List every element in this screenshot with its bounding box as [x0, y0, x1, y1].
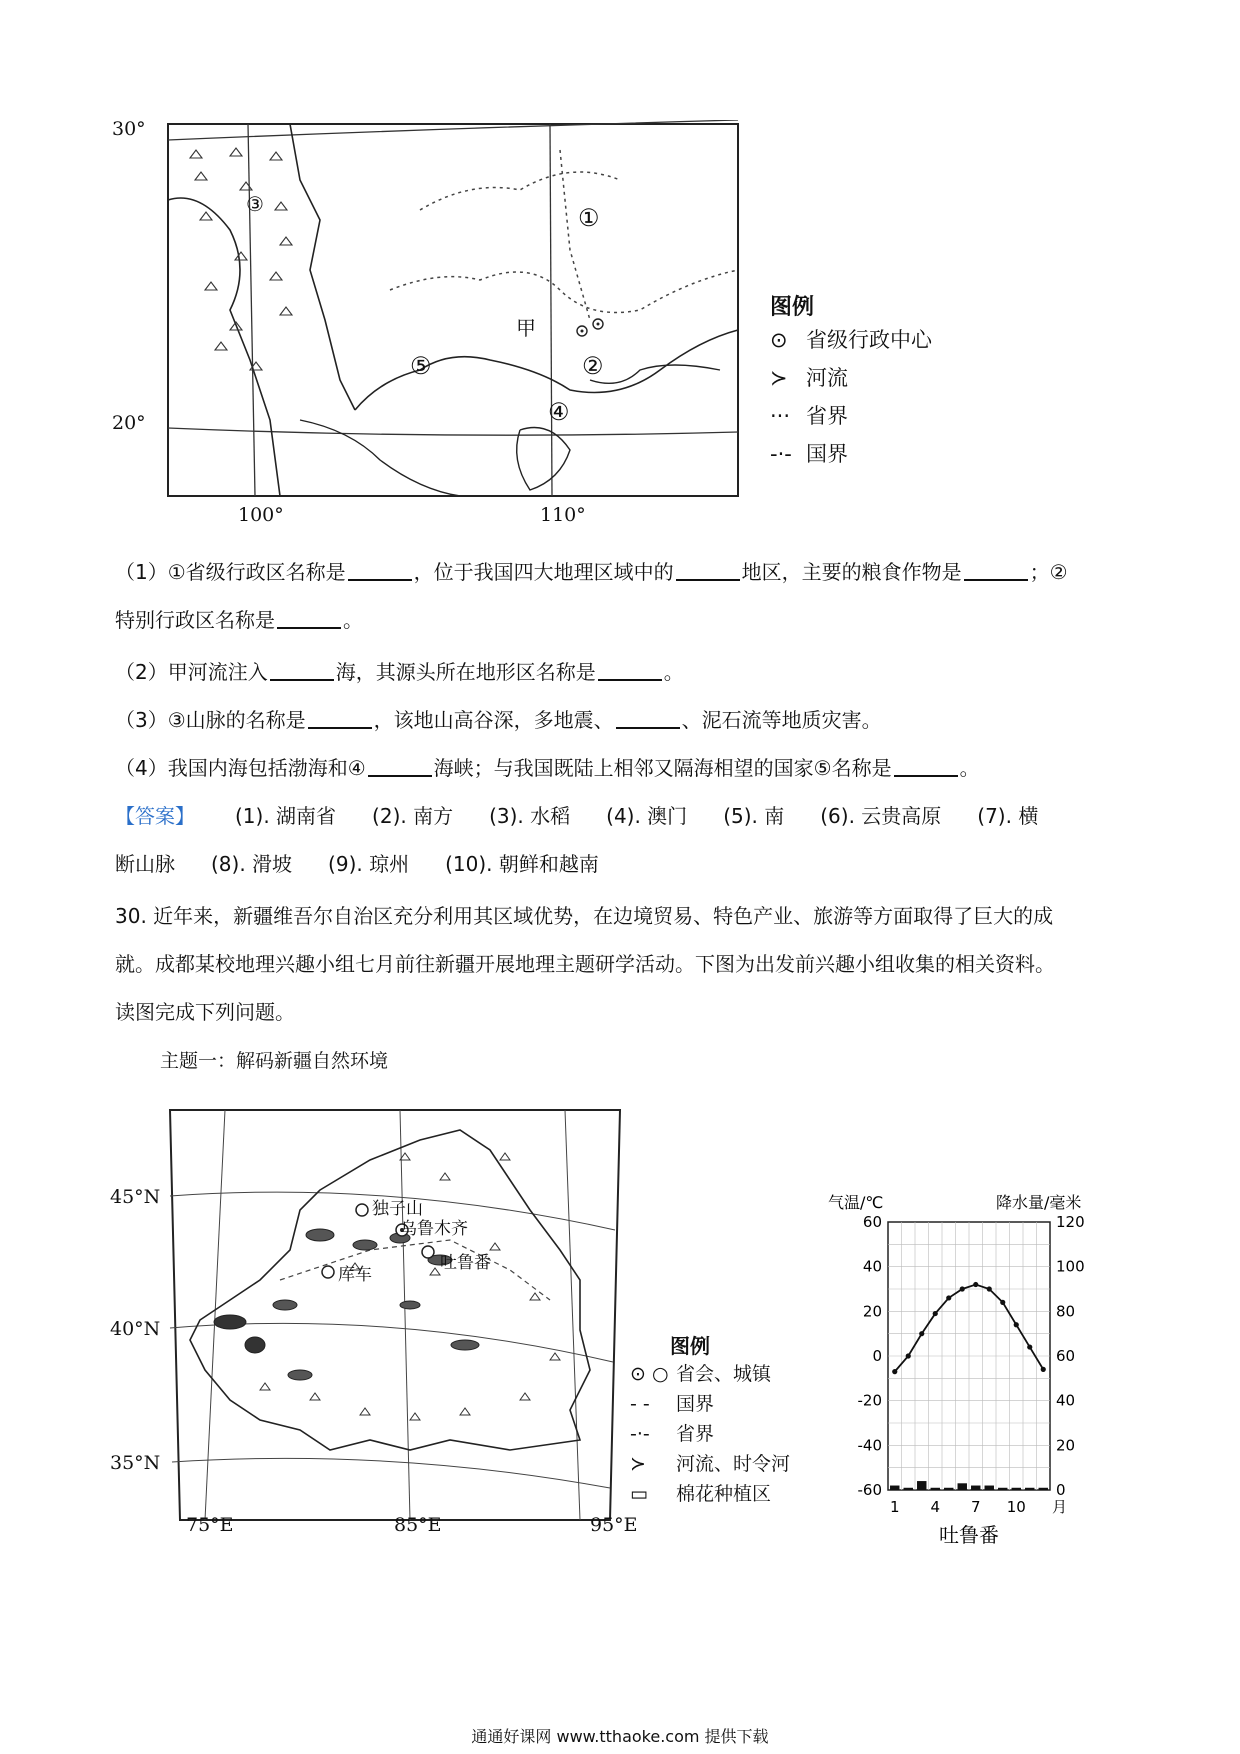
marker-jia: 甲	[516, 316, 536, 340]
question-4: （4）我国内海包括渤海和④ 海峡；与我国既陆上相邻又隔海相望的国家⑤名称是 。	[115, 756, 980, 780]
y-right-tick-label: 20	[1056, 1436, 1076, 1455]
y-right-tick-label: 60	[1056, 1347, 1076, 1365]
precipitation-bar	[944, 1488, 953, 1490]
answer-blank	[368, 757, 432, 777]
page-footer: 通通好课网 www.tthaoke.com 提供下载	[471, 1727, 769, 1746]
place-kuqa: 库车	[338, 1265, 372, 1285]
town-symbol	[422, 1246, 434, 1258]
answer-blank	[348, 561, 412, 581]
theme-heading: 主题一：解码新疆自然环境	[160, 1050, 389, 1072]
map1-figure	[112, 118, 740, 540]
lon-label-95e: 95°E	[590, 1514, 638, 1536]
temperature-point	[906, 1353, 911, 1358]
precipitation-bar	[1025, 1488, 1034, 1490]
y-right-tick-label: 80	[1056, 1302, 1076, 1321]
temperature-point	[919, 1331, 924, 1336]
y-left-tick-label: -40	[857, 1436, 882, 1455]
y-right-tick-label: 40	[1056, 1391, 1076, 1410]
x-tick-label: 7	[970, 1498, 981, 1516]
question-3: （3）③山脉的名称是 ，该地山高谷深，多地震、 、泥石流等地质灾害。	[115, 708, 882, 732]
lon-label-110: 110°	[540, 504, 586, 526]
y-right-title: 降水量/毫米	[996, 1193, 1082, 1212]
legend-row: ⊙ 省级行政中心	[770, 321, 990, 359]
answer-blank	[270, 661, 334, 681]
answer-blank	[676, 561, 740, 581]
x-tick-label: 4	[930, 1498, 941, 1516]
temperature-point	[933, 1311, 938, 1316]
temperature-point	[1000, 1300, 1005, 1305]
legend-row: ··· 省界	[770, 397, 990, 435]
answer-blank	[598, 661, 662, 681]
question-2: （2）甲河流注入 海，其源头所在地形区名称是 。	[115, 660, 684, 684]
question-30: 30. 近年来，新疆维吾尔自治区充分利用其区域优势，在边境贸易、特色产业、旅游等方面取得了巨大的成 就。成都某校地理兴趣小组七月前往新疆开展地理主题研学活动。下图为出发前兴趣小组收集的相关资料。 读图完成下列问题。	[115, 904, 1055, 1024]
legend-title: 图例	[670, 1334, 710, 1358]
x-tick-label: 10	[1006, 1498, 1026, 1516]
map2-figure	[110, 1100, 638, 1540]
lat-label-45n: 45°N	[110, 1186, 161, 1208]
temperature-point	[892, 1369, 897, 1374]
map1-svg	[120, 120, 740, 540]
lon-label-85e: 85°E	[394, 1514, 442, 1536]
province-border-icon: -·-	[630, 1423, 650, 1445]
answer-tag: 【答案】	[115, 804, 195, 828]
marker-3: ③	[246, 192, 264, 216]
place-turpan: 吐鲁番	[440, 1253, 491, 1273]
precipitation-bar	[931, 1488, 940, 1490]
answer-blank	[894, 757, 958, 777]
capital-town-icon: ⊙ ○	[630, 1363, 669, 1385]
cotton-area-icon: ▭	[630, 1483, 648, 1505]
y-left-tick-label: 60	[862, 1213, 882, 1231]
precipitation-bar	[985, 1486, 994, 1490]
y-left-tick-label: 20	[862, 1302, 882, 1321]
y-left-tick-label: 40	[862, 1257, 882, 1276]
temperature-point	[960, 1286, 965, 1291]
temperature-point	[1027, 1344, 1032, 1349]
capital-icon: ⊙	[770, 328, 788, 352]
lon-label-75e: 75°E	[186, 1514, 234, 1536]
place-urumqi: 乌鲁木齐	[400, 1219, 468, 1239]
legend-row: -·- 国界	[770, 435, 990, 473]
temperature-point	[987, 1286, 992, 1291]
climate-chart-svg	[800, 1180, 1130, 1560]
precipitation-bar	[904, 1488, 913, 1490]
town-symbol	[356, 1204, 368, 1216]
legend-row: ≻ 河流、时令河	[630, 1449, 830, 1479]
legend-title: 图例	[770, 295, 815, 320]
temperature-point	[1041, 1367, 1046, 1372]
lat-label-35n: 35°N	[110, 1452, 161, 1474]
question-1: （1）①省级行政区名称是 ，位于我国四大地理区域中的 地区，主要的粮食作物是 ；② 特别行政区名称是 。	[115, 560, 1068, 632]
y-left-tick-label: -20	[857, 1391, 882, 1410]
precipitation-bar	[890, 1486, 899, 1490]
y-right-tick-label: 100	[1056, 1257, 1085, 1276]
town-symbol	[322, 1266, 334, 1278]
precipitation-bar	[971, 1486, 980, 1490]
marker-4: ④	[548, 398, 570, 426]
answer-blank	[964, 561, 1028, 581]
marker-5: ⑤	[410, 352, 432, 380]
answer-blank	[308, 709, 372, 729]
province-border-icon: ···	[770, 404, 791, 428]
map2-svg	[110, 1100, 630, 1540]
lat-label-30: 30°	[112, 118, 146, 140]
national-border-icon: -·-	[770, 442, 792, 466]
river-icon: ≻	[630, 1453, 646, 1475]
y-left-tick-label: 0	[872, 1347, 882, 1365]
answer-block: 【答案】 (1). 湖南省 (2). 南方 (3). 水稻 (4). 澳门 (5). 南 (6). 云贵高原 (7). 横 断山脉 (8). 滑坡 (9). 琼州 (10). 朝鲜和越南	[115, 804, 1039, 876]
climate-chart	[800, 1180, 1130, 1560]
answer-blank	[616, 709, 680, 729]
legend-row: ▭ 棉花种植区	[630, 1479, 830, 1509]
legend-row: -·- 省界	[630, 1419, 830, 1449]
lat-label-40n: 40°N	[110, 1318, 161, 1340]
x-axis-title: 月	[1052, 1498, 1068, 1516]
temperature-point	[1014, 1322, 1019, 1327]
legend-row: - - 国界	[630, 1389, 830, 1419]
x-tick-label: 1	[889, 1498, 900, 1516]
y-right-tick-label: 120	[1056, 1213, 1085, 1231]
temperature-point	[973, 1282, 978, 1287]
marker-1: ①	[578, 204, 600, 232]
legend-row: ≻ 河流	[770, 359, 990, 397]
legend-row: ⊙ ○ 省会、城镇	[630, 1359, 830, 1389]
precipitation-bar	[1039, 1488, 1048, 1490]
y-left-tick-label: -60	[857, 1481, 882, 1499]
lat-label-20: 20°	[112, 412, 146, 434]
y-right-tick-label: 0	[1056, 1481, 1066, 1499]
precipitation-bar	[998, 1488, 1007, 1490]
answer-blank	[277, 609, 341, 629]
y-left-title: 气温/℃	[828, 1193, 884, 1212]
lon-label-100: 100°	[238, 504, 284, 526]
chart-title: 吐鲁番	[939, 1523, 999, 1547]
precipitation-bar	[958, 1483, 967, 1490]
national-border-icon: - -	[630, 1393, 650, 1415]
map1-legend	[770, 290, 990, 473]
precipitation-bar	[917, 1481, 926, 1490]
precipitation-bar	[1012, 1488, 1021, 1490]
temperature-point	[946, 1295, 951, 1300]
place-dushanzi: 独子山	[372, 1199, 423, 1219]
marker-2: ②	[582, 352, 604, 380]
river-icon: ≻	[770, 366, 788, 390]
